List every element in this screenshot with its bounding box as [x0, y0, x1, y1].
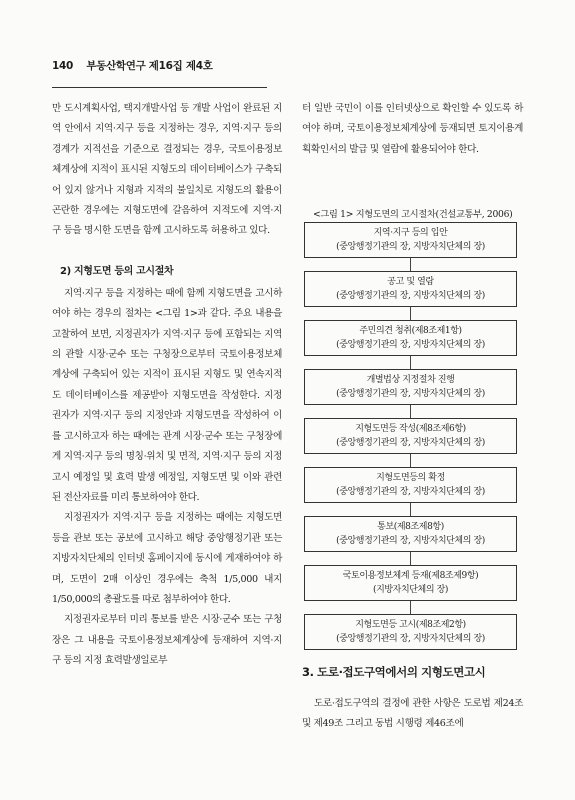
paragraph: 지정권자로부터 미리 통보를 받은 시장·군수 또는 구청장은 그 내용을 국토이용정보체계상에 등재하여 지역·지구 등의 지정 효력발생일로부: [52, 614, 282, 667]
section-heading: 3. 도로·접도구역에서의 지형도면고시: [302, 665, 486, 679]
step-title: 통보(제8조제8항): [377, 522, 444, 532]
step-actor: (중앙행정기관의 장, 지방자치단체의 장): [336, 536, 485, 546]
section-heading: 2) 지형도면 등의 고시절차: [60, 265, 174, 277]
step-actor: (중앙행정기관의 장, 지방자치단체의 장): [336, 634, 485, 644]
flow-step: [304, 418, 517, 454]
step-title: 지역·지구 등의 입안: [373, 228, 448, 238]
step-title: 지형도면등 작성(제8조제6항): [355, 424, 466, 434]
step-title: 개별법상 지정절차 진행: [366, 375, 455, 385]
step-actor: (중앙행정기관의 장, 지방자치단체의 장): [336, 291, 485, 301]
paragraph: 지정권자가 지역·지구 등을 지정하는 때에는 지형도면 등을 관보 또는 공보에 고시하고 해당 중앙행정기관 또는 지방자치단체의 인터넷 홈페이지에 동시에 게재하여야 하며, 도면이 2매 이상인 경우에는 축척 1/5,000 내지 1/50,000의 총괄도를 따로 첨부하여야 한다.: [52, 512, 282, 605]
flow-step: [304, 565, 517, 601]
step-actor: (중앙행정기관의 장, 지방자치단체의 장): [336, 487, 485, 497]
paragraph: 도로·접도구역의 결정에 관한 사항은 도로법 제24조 및 제49조 그리고 동법 시행령 제46조에: [302, 698, 523, 730]
step-title: 지형도면등의 확정: [376, 473, 445, 483]
header-rule: [52, 87, 267, 88]
step-actor: (중앙행정기관의 장, 지방자치단체의 장): [336, 389, 485, 399]
flow-step: [304, 222, 517, 258]
journal-title: 부동산학연구 제16집 제4호: [86, 60, 213, 72]
paragraph: 지역·지구 등을 지정하는 때에 함께 지형도면을 고시하여야 하는 경우의 절차는 <그림 1>과 같다. 주요 내용을 고찰하여 보면, 지정권자가 지역·지구 등에 포함되는 지역의 관할 시장·군수 또는 구청장으로부터 국토이용정보체계상에 구축되어 있는 지적이 표시된 지형도 및 연속지적도 데이터베이스를 제공받아 지형도면을 작성한다. 지정권자가 지역·지구 등의 지정안과 지형도면을 작성하여 이를 고시하고자 하는 때에는 관계 시장·군수 또는 구청장에게 지역·지구 등의 명칭·위치 및 면적, 지역·지구 등의 지정 고시 예정일 및 효력 발생 예정일, 지형도면 및 이와 관련된 전산자료를 미리 통보하여야 한다.: [52, 287, 282, 503]
paragraph: 터 일반 국민이 이를 인터넷상으로 확인할 수 있도록 하여야 하며, 국토이용정보체계상에 등재되면 토지이용계획확인서의 발급 및 열람에 활용되어야 한다.: [302, 103, 523, 155]
step-title: 국토이용정보체계 등재(제8조제9항): [342, 571, 479, 581]
flow-step: [304, 467, 517, 503]
paragraph: 만 도시계획사업, 택지개발사업 등 개발 사업이 완료된 지역 안에서 지역·지구 등을 지정하는 경우, 지역·지구 등의 경계가 지적선을 기준으로 결정되는 경우, 국토이용정보체계상에 지적이 표시된 지형도의 데이터베이스가 구축되어 있지 않거나 지형과 지적의 불일치로 지형도의 활용이 곤란한 경우에는 지형도면에 갈음하여 지적도에 지역·지구 등을 명시한 도면을 함께 고시하도록 허용하고 있다.: [52, 103, 282, 237]
running-header: [52, 58, 267, 73]
step-title: 주민의견 청취(제8조제1항): [359, 326, 462, 336]
flow-step: [304, 369, 517, 405]
flowchart: [304, 222, 517, 652]
right-column: [302, 99, 523, 160]
figure-caption: <그림 1> 지형도면의 고시절차(건설교통부, 2006): [313, 209, 513, 220]
flow-step: [304, 614, 517, 650]
step-actor: (지방자치단체의 장): [372, 585, 449, 595]
flow-step: [304, 271, 517, 307]
flow-step: [304, 320, 517, 356]
page-number: 140: [52, 60, 74, 72]
step-title: 공고 및 열람: [387, 277, 434, 287]
flow-step: [304, 516, 517, 552]
section-body: [302, 694, 523, 735]
step-actor: (중앙행정기관의 장, 지방자치단체의 장): [336, 242, 485, 252]
left-column: [52, 99, 282, 672]
step-title: 지형도면등 고시(제8조제2항): [355, 620, 466, 630]
step-actor: (중앙행정기관의 장, 지방자치단체의 장): [336, 340, 485, 350]
step-actor: (중앙행정기관의 장, 지방자치단체의 장): [336, 438, 485, 448]
